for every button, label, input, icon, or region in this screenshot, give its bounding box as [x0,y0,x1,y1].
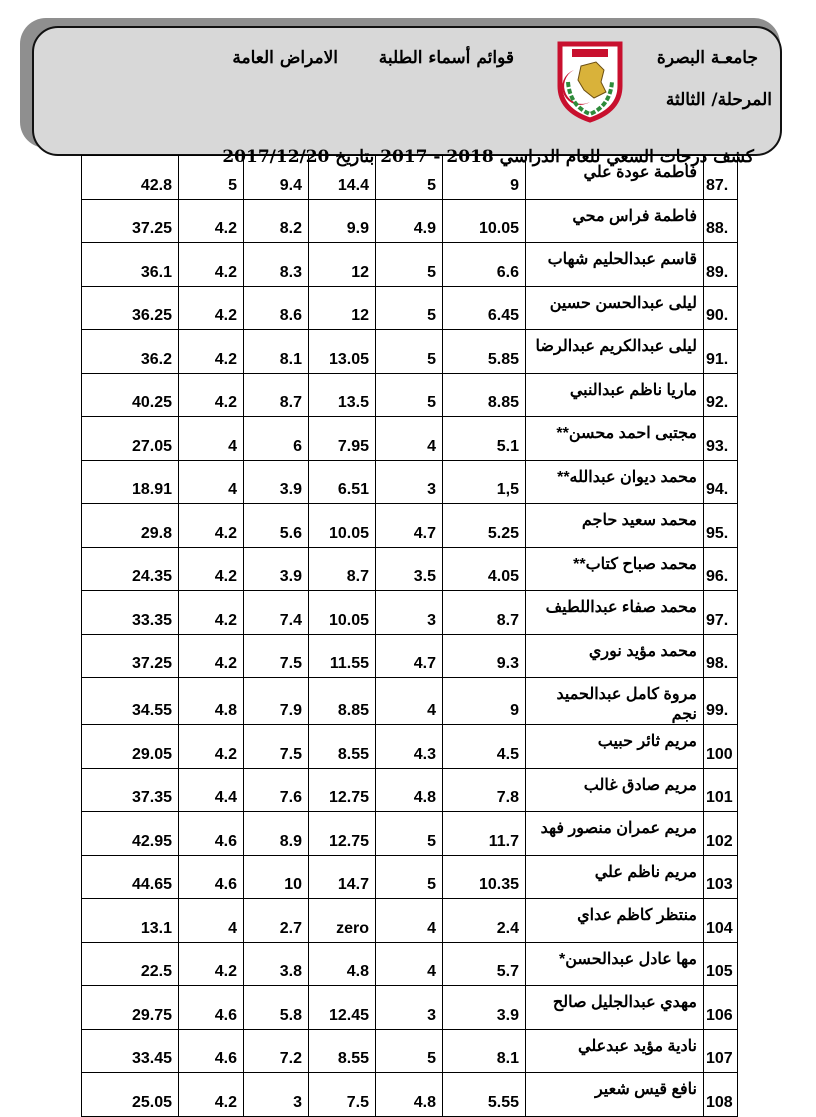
grade-cell-2: 4.9 [376,199,443,243]
total-cell: 33.45 [82,1029,179,1073]
grade-cell-4: 6 [244,417,309,461]
student-name-cell: محمد ديوان عبدالله** [526,460,704,504]
row-number-cell: 103 [704,855,738,899]
row-number-cell: 107 [704,1029,738,1073]
grade-cell-1: 9 [443,678,526,725]
grade-cell-1: 5.85 [443,330,526,374]
grade-cell-2: 3 [376,591,443,635]
student-name-cell: مريم ثائر حبيب [526,725,704,769]
row-number-cell: 101 [704,768,738,812]
grade-cell-5: 4.6 [179,986,244,1030]
grade-cell-1: 9.3 [443,634,526,678]
grade-cell-2: 4.8 [376,1073,443,1117]
row-number-cell: 91. [704,330,738,374]
grade-cell-1: 5.1 [443,417,526,461]
total-cell: 36.1 [82,243,179,287]
student-name-cell: نافع قيس شعير [526,1073,704,1117]
grade-cell-4: 3.9 [244,547,309,591]
grade-cell-5: 4.4 [179,768,244,812]
student-name-cell: نادية مؤيد عبدعلي [526,1029,704,1073]
grade-cell-4: 5.8 [244,986,309,1030]
grade-cell-3: 14.7 [309,855,376,899]
table-row [82,725,738,769]
grade-cell-3: 11.55 [309,634,376,678]
total-cell: 33.35 [82,591,179,635]
grade-cell-3: 13.5 [309,373,376,417]
table-row [82,986,738,1030]
row-number-cell: 87. [704,156,738,200]
table-row [82,855,738,899]
grade-cell-1: 6.6 [443,243,526,287]
grade-cell-5: 4.2 [179,286,244,330]
grade-cell-1: 5.7 [443,942,526,986]
student-name-cell: محمد سعيد حاجم [526,504,704,548]
grades-table-body [82,156,738,1117]
student-name-cell: مريم عمران منصور فهد [526,812,704,856]
grade-cell-3: 12.75 [309,812,376,856]
row-number-cell: 100 [704,725,738,769]
grade-cell-5: 4.2 [179,330,244,374]
grade-cell-5: 4.6 [179,855,244,899]
table-row [82,199,738,243]
grade-cell-1: 8.1 [443,1029,526,1073]
student-name-cell: منتظر كاظم عداي [526,899,704,943]
grade-cell-4: 3.8 [244,942,309,986]
table-row [82,373,738,417]
grade-cell-2: 3 [376,986,443,1030]
total-cell: 25.05 [82,1073,179,1117]
grade-cell-2: 4.8 [376,768,443,812]
grade-cell-2: 4 [376,899,443,943]
table-row [82,243,738,287]
grade-cell-4: 2.7 [244,899,309,943]
grade-cell-3: 8.55 [309,725,376,769]
grade-cell-4: 8.2 [244,199,309,243]
grade-cell-2: 4 [376,417,443,461]
grade-cell-5: 4.6 [179,1029,244,1073]
grade-cell-1: 2.4 [443,899,526,943]
grade-cell-4: 7.4 [244,591,309,635]
table-row [82,591,738,635]
university-name: جامعـة البصرة [656,48,758,68]
subject-name: الامراض العامة [232,48,338,68]
grade-cell-2: 5 [376,855,443,899]
row-number-cell: 96. [704,547,738,591]
row-number-cell: 94. [704,460,738,504]
grade-cell-3: zero [309,899,376,943]
table-row [82,417,738,461]
total-cell: 37.35 [82,768,179,812]
student-name-cell: ليلى عبدالكريم عبدالرضا [526,330,704,374]
grade-cell-1: 4.5 [443,725,526,769]
grade-cell-5: 4 [179,899,244,943]
grade-cell-2: 5 [376,330,443,374]
logo-banner [572,49,608,57]
row-number-cell: 97. [704,591,738,635]
table-row [82,330,738,374]
grade-cell-5: 4.2 [179,504,244,548]
grade-cell-3: 14.4 [309,156,376,200]
grade-cell-1: 8.85 [443,373,526,417]
table-row [82,504,738,548]
grade-cell-1: 10.05 [443,199,526,243]
grade-cell-3: 8.85 [309,678,376,725]
student-name-cell: مروة كامل عبدالحميد نجم [526,678,704,725]
grade-cell-1: 9 [443,156,526,200]
total-cell: 44.65 [82,855,179,899]
table-row [82,1073,738,1117]
total-cell: 36.2 [82,330,179,374]
row-number-cell: 105 [704,942,738,986]
grade-cell-3: 12.45 [309,986,376,1030]
row-number-cell: 93. [704,417,738,461]
grade-cell-1: 5.55 [443,1073,526,1117]
grade-cell-5: 4.2 [179,942,244,986]
student-name-cell: ماريا ناظم عبدالنبي [526,373,704,417]
grade-cell-1: 8.7 [443,591,526,635]
grade-cell-4: 8.1 [244,330,309,374]
grade-cell-5: 4.2 [179,547,244,591]
total-cell: 27.05 [82,417,179,461]
grade-cell-2: 4 [376,942,443,986]
total-cell: 37.25 [82,199,179,243]
list-title: قوائم أسماء الطلبة [378,48,514,68]
total-cell: 42.95 [82,812,179,856]
row-number-cell: 106 [704,986,738,1030]
total-cell: 22.5 [82,942,179,986]
grade-cell-1: 10.35 [443,855,526,899]
grade-cell-3: 7.95 [309,417,376,461]
student-name-cell: مجتبى احمد محسن** [526,417,704,461]
row-number-cell: 104 [704,899,738,943]
grade-cell-5: 4.2 [179,1073,244,1117]
student-name-cell: مريم ناظم علي [526,855,704,899]
table-row [82,768,738,812]
table-row [82,812,738,856]
total-cell: 34.55 [82,678,179,725]
row-number-cell: 98. [704,634,738,678]
row-number-cell: 108 [704,1073,738,1117]
header-cut-line: كشف درجات السعي للعام الدراسي 2018 - 2017 بتاريخ 2017/12/20 [222,147,754,167]
grade-cell-2: 4.7 [376,634,443,678]
table-row [82,899,738,943]
row-number-cell: 89. [704,243,738,287]
table-row [82,156,738,200]
student-name-cell: محمد مؤيد نوري [526,634,704,678]
total-cell: 13.1 [82,899,179,943]
total-cell: 24.35 [82,547,179,591]
total-cell: 42.8 [82,156,179,200]
grade-cell-3: 12 [309,286,376,330]
grade-cell-5: 4.6 [179,812,244,856]
row-number-cell: 95. [704,504,738,548]
table-row [82,547,738,591]
grade-cell-4: 8.7 [244,373,309,417]
grade-cell-5: 4.2 [179,199,244,243]
grade-cell-2: 5 [376,1029,443,1073]
grade-cell-3: 6.51 [309,460,376,504]
student-name-cell: مهدي عبدالجليل صالح [526,986,704,1030]
grade-cell-3: 10.05 [309,504,376,548]
grade-cell-2: 3 [376,460,443,504]
grade-cell-1: 6.45 [443,286,526,330]
table-row [82,460,738,504]
grade-cell-4: 5.6 [244,504,309,548]
total-cell: 40.25 [82,373,179,417]
grade-cell-3: 7.5 [309,1073,376,1117]
grade-cell-4: 8.3 [244,243,309,287]
grade-cell-1: 4.05 [443,547,526,591]
total-cell: 36.25 [82,286,179,330]
total-cell: 29.8 [82,504,179,548]
grade-cell-5: 4 [179,417,244,461]
grade-cell-4: 3 [244,1073,309,1117]
grade-cell-2: 4.7 [376,504,443,548]
grade-cell-1: 1,5 [443,460,526,504]
grade-cell-2: 5 [376,812,443,856]
grade-cell-4: 7.2 [244,1029,309,1073]
total-cell: 37.25 [82,634,179,678]
grade-cell-3: 12.75 [309,768,376,812]
grade-cell-2: 4.3 [376,725,443,769]
student-name-cell: فاطمة عودة علي [526,156,704,200]
grade-cell-5: 4 [179,460,244,504]
grade-cell-5: 4.2 [179,634,244,678]
total-cell: 29.75 [82,986,179,1030]
grade-cell-3: 9.9 [309,199,376,243]
row-number-cell: 90. [704,286,738,330]
grade-cell-3: 13.05 [309,330,376,374]
grade-cell-4: 7.9 [244,678,309,725]
grade-cell-2: 5 [376,286,443,330]
table-row [82,678,738,725]
grade-cell-4: 9.4 [244,156,309,200]
university-logo-icon [554,40,626,122]
grade-cell-2: 5 [376,243,443,287]
grade-cell-3: 8.55 [309,1029,376,1073]
table-row [82,286,738,330]
grade-cell-4: 8.6 [244,286,309,330]
grade-cell-5: 4.2 [179,243,244,287]
grade-cell-1: 11.7 [443,812,526,856]
student-name-cell: محمد صباح كتاب** [526,547,704,591]
grade-cell-5: 5 [179,156,244,200]
grade-cell-5: 4.2 [179,591,244,635]
grade-cell-3: 8.7 [309,547,376,591]
grade-cell-4: 7.5 [244,634,309,678]
grade-cell-3: 12 [309,243,376,287]
student-name-cell: فاطمة فراس محي [526,199,704,243]
grade-cell-5: 4.8 [179,678,244,725]
student-name-cell: مها عادل عبدالحسن* [526,942,704,986]
grade-cell-3: 10.05 [309,591,376,635]
header-banner [32,26,782,167]
grade-cell-4: 10 [244,855,309,899]
total-cell: 18.91 [82,460,179,504]
student-name-cell: ليلى عبدالحسن حسين [526,286,704,330]
row-number-cell: 99. [704,678,738,725]
grade-cell-5: 4.2 [179,373,244,417]
grade-cell-2: 4 [376,678,443,725]
total-cell: 29.05 [82,725,179,769]
grade-cell-1: 7.8 [443,768,526,812]
table-row [82,942,738,986]
row-number-cell: 88. [704,199,738,243]
grade-cell-2: 5 [376,156,443,200]
student-name-cell: قاسم عبدالحليم شهاب [526,243,704,287]
grade-cell-2: 5 [376,373,443,417]
grade-cell-4: 3.9 [244,460,309,504]
grade-cell-4: 8.9 [244,812,309,856]
grades-table [81,155,738,1117]
grade-cell-2: 3.5 [376,547,443,591]
row-number-cell: 102 [704,812,738,856]
student-name-cell: محمد صفاء عبداللطيف [526,591,704,635]
stage-label: المرحلة/ الثالثة [665,90,772,110]
grade-cell-4: 7.6 [244,768,309,812]
grade-cell-4: 7.5 [244,725,309,769]
grade-cell-1: 5.25 [443,504,526,548]
grade-cell-5: 4.2 [179,725,244,769]
grade-cell-3: 4.8 [309,942,376,986]
student-name-cell: مريم صادق غالب [526,768,704,812]
grade-cell-1: 3.9 [443,986,526,1030]
table-row [82,1029,738,1073]
table-row [82,634,738,678]
row-number-cell: 92. [704,373,738,417]
